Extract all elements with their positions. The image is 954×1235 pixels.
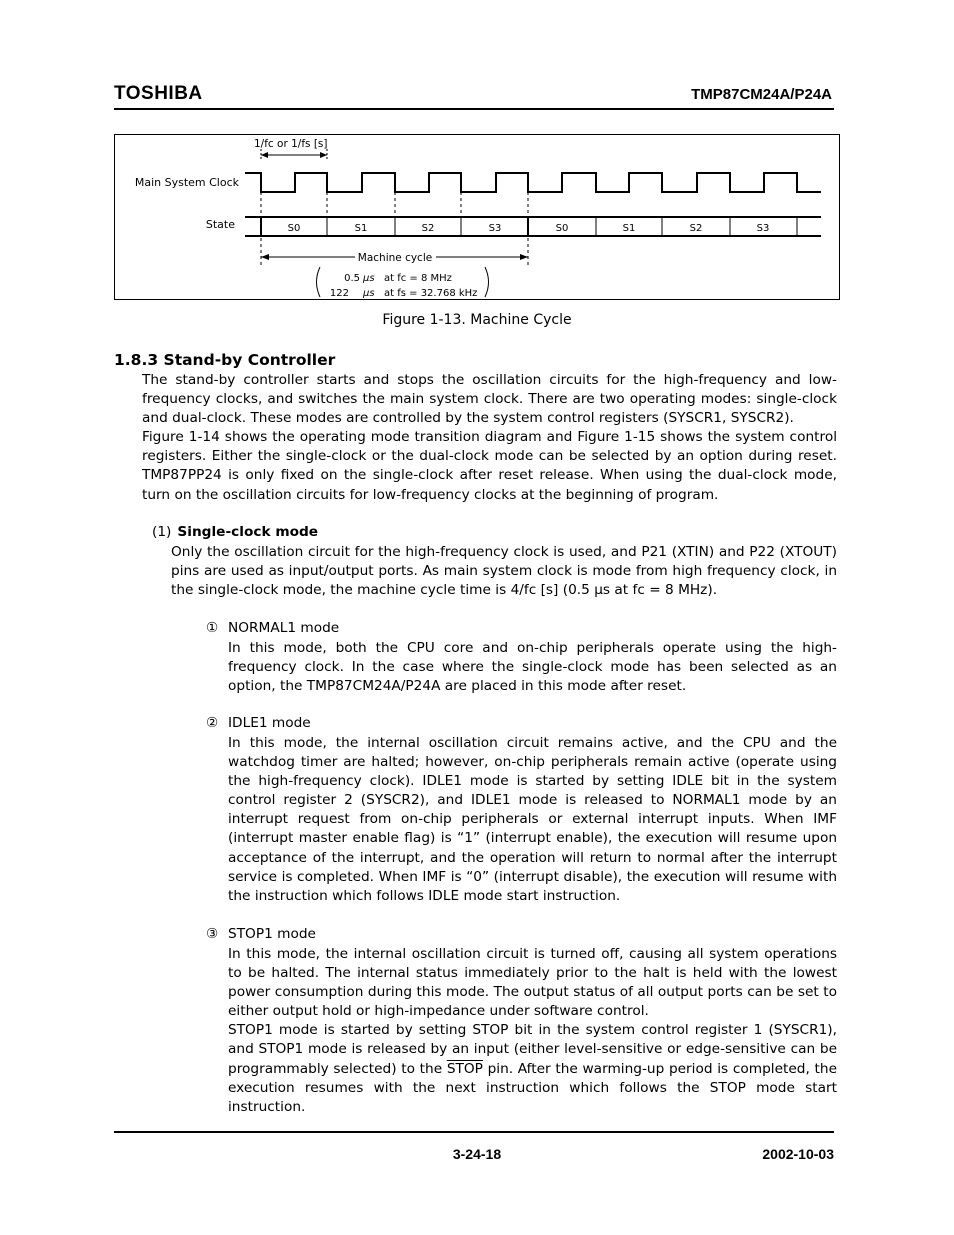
state-cell: S2 — [421, 223, 435, 234]
subsection-number: (1) — [152, 524, 172, 540]
body-paragraph: In this mode, the internal oscillation circuit is turned off, causing all system operations to be halted. The internal status immediately prior to the halt is held with the lowest power consumption during this mode. The output status of all output ports can be set to either output hold or high-impedance under software control. — [228, 946, 837, 1020]
brand-logo: TOSHIBA — [114, 83, 203, 104]
mode-number: ① — [206, 620, 219, 636]
body-paragraph: In this mode, both the CPU core and on-chip peripherals operate using the high-frequency clock. In the case where the single-clock mode has been selected as an option, the TMP87CM24A/P24A are placed in this mode after reset. — [228, 640, 837, 695]
stop-pin-name: STOP — [446, 1060, 483, 1077]
mode-number: ③ — [206, 926, 219, 942]
machine-cycle-label: Machine cycle — [357, 252, 433, 264]
section-heading: 1.8.3 Stand-by Controller — [114, 351, 336, 369]
state-cell: S0 — [287, 223, 301, 234]
timing-diagram — [115, 135, 841, 301]
timing-condition: at fs = 32.768 kHz — [384, 288, 478, 299]
state-cell: S1 — [354, 223, 368, 234]
mode-body-normal1 — [228, 639, 837, 696]
body-paragraph: The stand-by controller starts and stops the oscillation circuits for the high-frequency and low-frequency clocks, and switches the main system clock. There are two operating modes: single-clock and dual-clock. These modes are controlled by the system control registers (SYSCR1, SYSCR2). — [142, 372, 837, 427]
timing-value: 0.5 — [344, 273, 360, 284]
subsection-heading — [152, 524, 318, 540]
mode-heading-normal1 — [206, 620, 339, 636]
body-paragraph: Figure 1-14 shows the operating mode transition diagram and Figure 1-15 shows the system control registers. Either the single-clock or the dual-clock mode can be selected by an option during reset. TMP87PP24 is only fixed on the single-clock after reset release. When using the dual-clock mode, turn on the oscillation circuits for low-frequency clocks at the beginning of program. — [142, 429, 837, 503]
timing-unit: μs — [363, 273, 375, 284]
figure-caption: Figure 1-13. Machine Cycle — [382, 312, 572, 328]
mode-heading-idle1 — [206, 715, 311, 731]
state-cell: S3 — [756, 223, 770, 234]
period-label: 1/fc or 1/fs [s] — [254, 138, 328, 150]
mode-body-stop1 — [228, 945, 837, 1117]
timing-value: 122 — [329, 288, 349, 299]
section-body — [142, 371, 837, 505]
mode-title: STOP1 mode — [228, 926, 316, 942]
subsection-title: Single-clock mode — [177, 524, 319, 540]
clock-waveform — [245, 173, 821, 192]
document-date: 2002-10-03 — [762, 1146, 834, 1162]
timing-unit: μs — [363, 288, 375, 299]
clock-label: Main System Clock — [134, 176, 239, 189]
page-number: 3-24-18 — [452, 1146, 502, 1162]
mode-heading-stop1 — [206, 926, 316, 942]
state-cell: S2 — [689, 223, 703, 234]
body-paragraph: Only the oscillation circuit for the high-frequency clock is used, and P21 (XTIN) and P22 (XTOUT) pins are used as input/output ports. As main system clock is mode from high frequency clock, in the single-clock mode, the machine cycle time is 4/fc [s] (0.5 μs at fc = 8 MHz). — [171, 544, 837, 599]
header-rule — [114, 108, 834, 110]
body-paragraph: In this mode, the internal oscillation circuit remains active, and the CPU and the watchdog timer are halted; however, on-chip peripherals remain active (operate using the high-frequency clock). IDLE1 mode is started by setting IDLE bit in the system control register 2 (SYSCR2), and IDLE1 mode is released to NORMAL1 mode by an interrupt request from on-chip peripherals or external interrupt inputs. When IMF (interrupt master enable flag) is “1” (interrupt enable), the execution will resume upon acceptance of the interrupt, and the operation will return to normal after the interrupt service is completed. When IMF is “0” (interrupt disable), the execution will resume with the instruction which follows IDLE mode start instruction. — [228, 735, 837, 904]
mode-title: IDLE1 mode — [228, 715, 311, 731]
mode-title: NORMAL1 mode — [228, 620, 340, 636]
footer-rule — [114, 1131, 834, 1133]
subsection-body — [171, 543, 837, 600]
timing-condition: at fc = 8 MHz — [384, 273, 452, 284]
state-cell: S1 — [622, 223, 636, 234]
mode-number: ② — [206, 715, 219, 731]
machine-cycle-figure — [114, 134, 840, 300]
state-cell: S3 — [488, 223, 502, 234]
state-label: State — [205, 218, 235, 231]
body-paragraph: STOP1 mode is started by setting STOP bit in the system control register 1 (SYSCR1), and STOP1 mode is released by an input (either level-sensitive or edge-sensitive can be programmably selected) to the STOP pin. After the warming-up period is completed, the execution resumes with the next instruction which follows the STOP mode start instruction. — [228, 1022, 837, 1115]
mode-body-idle1 — [228, 734, 837, 906]
state-cell: S0 — [555, 223, 569, 234]
document-model: TMP87CM24A/P24A — [691, 86, 832, 103]
